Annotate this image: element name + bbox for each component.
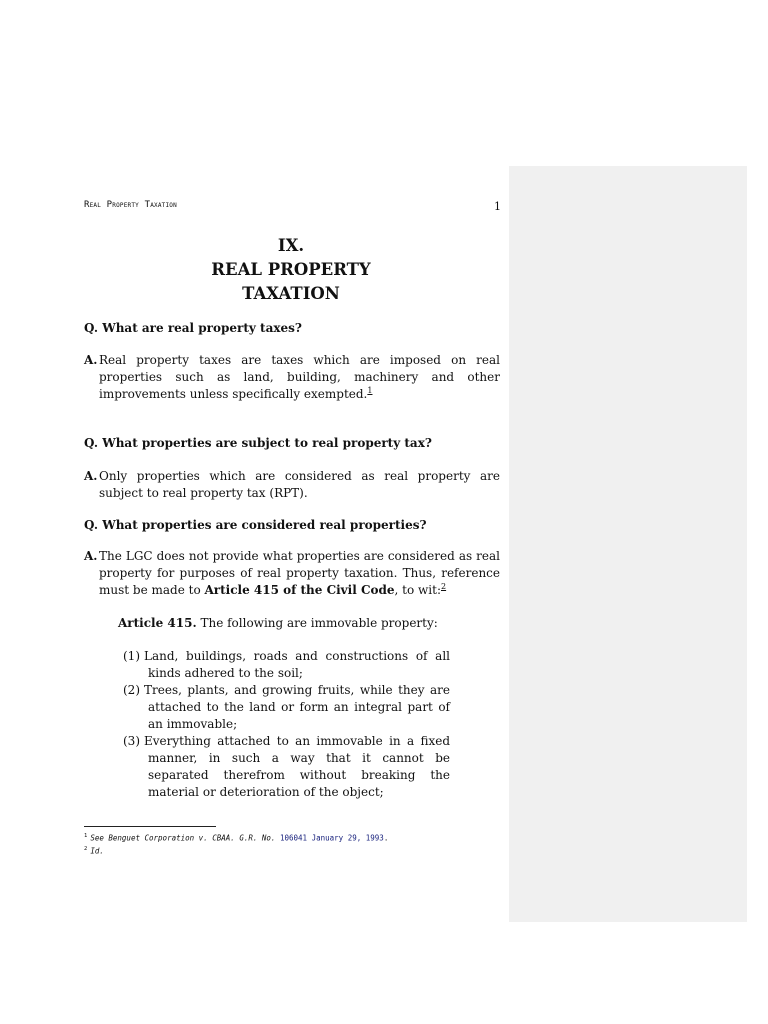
list-item-text: Trees, plants, and growing fruits, while they are attached to the land or form an integral part of an immovable; — [144, 683, 450, 731]
answer-label: A. — [84, 549, 98, 563]
footnotes — [84, 831, 504, 856]
list-item-number: (1) — [123, 649, 140, 663]
chapter-title-line-2: TAXATION — [242, 284, 340, 303]
footnote-ref-2[interactable]: 2 — [441, 582, 447, 591]
list-item-number: (3) — [123, 734, 140, 748]
list-item — [123, 733, 450, 801]
footnote-text: See Benguet Corporation v. CBAA. G.R. No. — [90, 833, 280, 843]
answer-label: A. — [84, 353, 98, 367]
chapter-number: IX. — [277, 236, 305, 255]
footnote-separator — [84, 826, 216, 827]
answer-text: Real property taxes are taxes which are imposed on real properties such as land, building, machinery and other improvements unless specifically exempted. — [99, 353, 500, 401]
question-3: Q. What properties are considered real properties? — [84, 518, 427, 532]
chapter-title-line-1: REAL PROPERTY — [211, 260, 371, 279]
article-label: Article 415. — [118, 616, 197, 630]
footnote-number: 1 — [84, 833, 88, 839]
answer-text-end: , to wit: — [394, 583, 441, 597]
footnote-1 — [84, 831, 504, 844]
question-2: Q. What properties are subject to real property tax? — [84, 436, 432, 450]
article-heading — [118, 615, 448, 632]
footnote-text: Id. — [90, 846, 104, 855]
footnote-number: 2 — [84, 845, 88, 852]
answer-text: Only properties which are considered as real property are subject to real property tax (RPT). — [99, 469, 500, 500]
chapter-title — [170, 234, 412, 306]
comment-pane — [509, 166, 747, 922]
answer-2 — [84, 468, 500, 502]
list-item-number: (2) — [123, 683, 140, 697]
list-item-text: Land, buildings, roads and constructions of all kinds adhered to the soil; — [144, 649, 450, 680]
answer-text: The LGC does not provide what properties are considered as real property for purposes of real property taxation. Thus, reference must be made to — [99, 549, 500, 597]
article-list — [123, 648, 450, 801]
answer-3 — [84, 548, 500, 599]
footnote-end: . — [383, 833, 389, 843]
answer-1 — [84, 352, 500, 403]
list-item — [123, 648, 450, 682]
answer-label: A. — [84, 469, 98, 483]
article-intro: The following are immovable property: — [196, 616, 438, 630]
question-1: Q. What are real property taxes? — [84, 321, 302, 335]
list-item-text: Everything attached to an immovable in a fixed manner, in such a way that it cannot be separated therefrom without breaking the material or deterioration of the object; — [144, 734, 450, 799]
footnote-2 — [84, 844, 504, 857]
answer-bold-citation: Article 415 of the Civil Code — [204, 583, 395, 597]
footnote-ref-1[interactable]: 1 — [367, 386, 373, 395]
running-header: Real Property Taxation — [84, 200, 177, 210]
page-number: 1 — [494, 200, 501, 213]
footnote-link[interactable]: 106041 January 29, 1993 — [279, 833, 384, 843]
list-item — [123, 682, 450, 733]
